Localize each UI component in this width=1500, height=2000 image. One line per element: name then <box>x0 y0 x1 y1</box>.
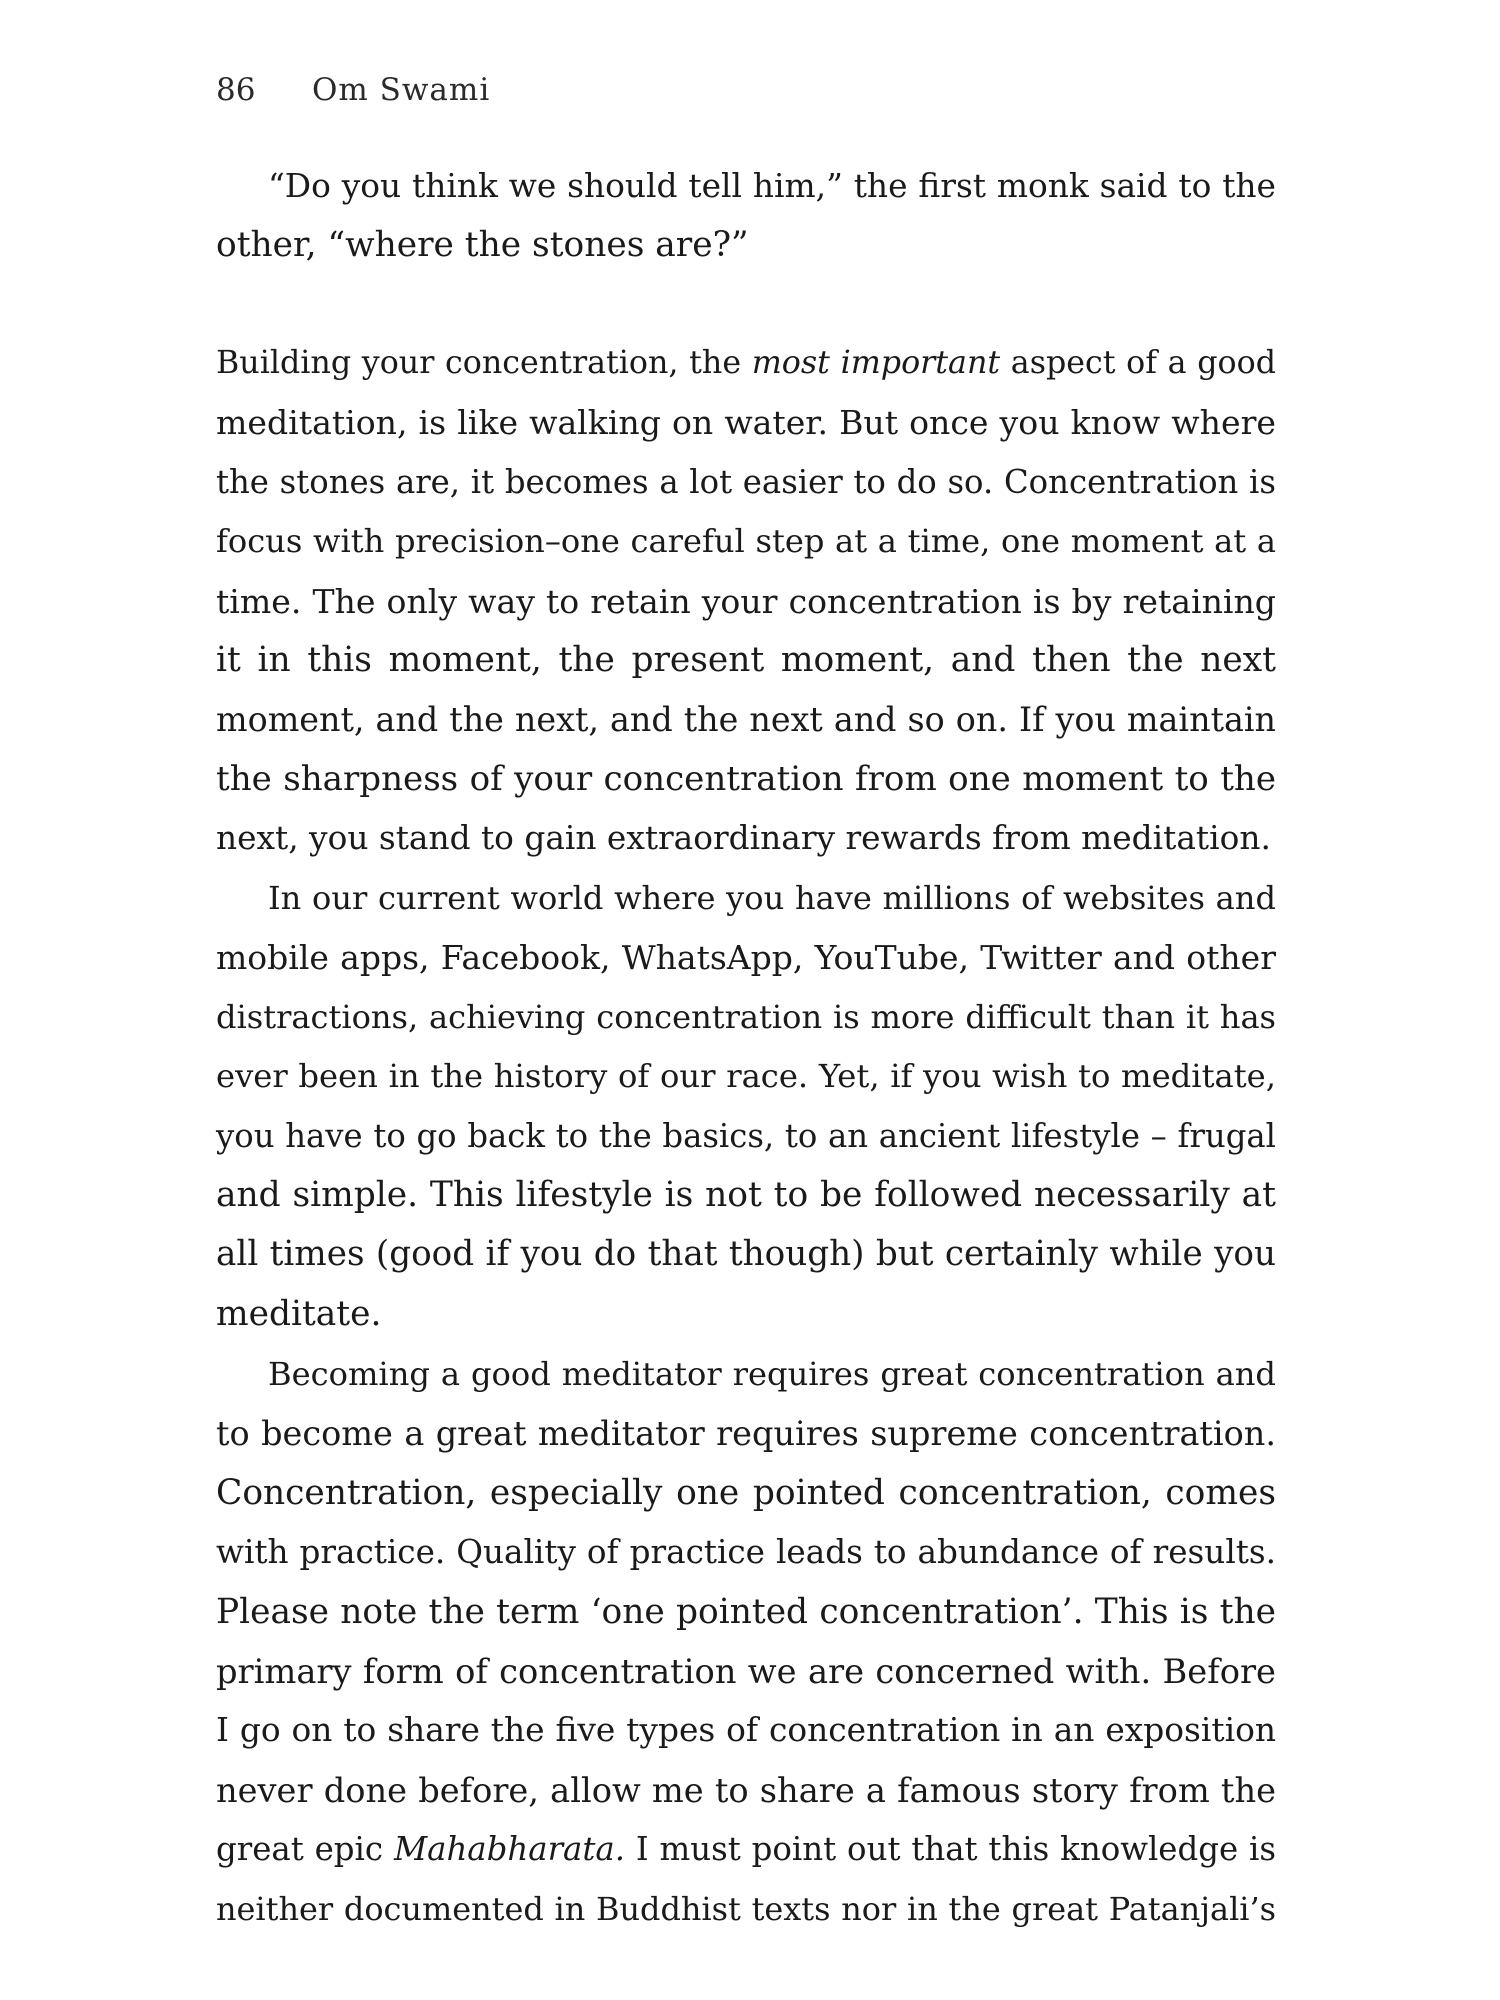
text-line: meditation, is like walking on water. But once you know where <box>216 403 1276 443</box>
text-line: Concentration, especially one pointed concentration, comes <box>216 1472 1276 1513</box>
text-span: Building your concentration, the <box>216 345 752 381</box>
text-line: and simple. This lifestyle is not to be followed necessarily at <box>216 1174 1276 1215</box>
text-line: all times (good if you do that though) but certainly while you <box>216 1234 1276 1275</box>
text-line: the sharpness of your concentration from one moment to the <box>216 758 1276 799</box>
running-head-author: Om Swami <box>312 72 491 108</box>
text-span: aspect of a good <box>1000 345 1276 381</box>
text-span: I must point out that this knowledge is <box>625 1830 1277 1869</box>
text-line: ever been in the history of our race. Yet, if you wish to meditate, <box>216 1057 1276 1096</box>
text-line: Please note the term ‘one pointed concentration’. This is the <box>216 1591 1276 1632</box>
text-line: with practice. Quality of practice leads to abundance of results. <box>216 1533 1276 1572</box>
text-line: other, “where the stones are?” <box>216 225 749 266</box>
emphasis-text: Mahabharata. <box>393 1830 626 1869</box>
text-line: next, you stand to gain extraordinary rewards from meditation. <box>216 819 1271 858</box>
page-number: 86 <box>216 72 256 108</box>
text-line: meditate. <box>216 1293 382 1334</box>
text-line: focus with precision–one careful step at a time, one moment at a <box>216 522 1276 561</box>
text-line: “Do you think we should tell him,” the first monk said to the <box>268 167 1276 205</box>
text-line: the stones are, it becomes a lot easier to do so. Concentration is <box>216 462 1276 501</box>
text-line: primary form of concentration we are concerned with. Before <box>216 1651 1276 1691</box>
text-line: to become a great meditator requires supreme concentration. <box>216 1414 1276 1454</box>
text-line: moment, and the next, and the next and so on. If you maintain <box>216 700 1276 740</box>
text-line: Becoming a good meditator requires great concentration and <box>268 1355 1276 1393</box>
text-line: In our current world where you have millions of websites and <box>268 879 1276 917</box>
text-line: it in this moment, the present moment, and then the next <box>216 639 1276 680</box>
text-line <box>216 1820 1276 1879</box>
text-line: you have to go back to the basics, to an ancient lifestyle – frugal <box>216 1116 1276 1155</box>
concentration-paragraph <box>216 334 1276 869</box>
emphasis-text: most important <box>751 345 1001 381</box>
text-line <box>216 334 1276 393</box>
dialogue-paragraph <box>216 157 1276 276</box>
text-line: mobile apps, Facebook, WhatsApp, YouTube, Twitter and other <box>216 938 1276 978</box>
text-line: never done before, allow me to share a famous story from the <box>216 1770 1276 1810</box>
distractions-paragraph <box>216 869 1276 1344</box>
text-line: I go on to share the five types of concentration in an exposition <box>216 1711 1276 1750</box>
text-span: great epic <box>216 1830 394 1869</box>
text-line: time. The only way to retain your concentration is by retaining <box>216 581 1276 621</box>
running-head <box>216 70 490 110</box>
text-line: neither documented in Buddhist texts nor in the great Patanjali’s <box>216 1889 1276 1928</box>
meditator-paragraph <box>216 1345 1276 1939</box>
text-line: distractions, achieving concentration is more difficult than it has <box>216 997 1276 1036</box>
